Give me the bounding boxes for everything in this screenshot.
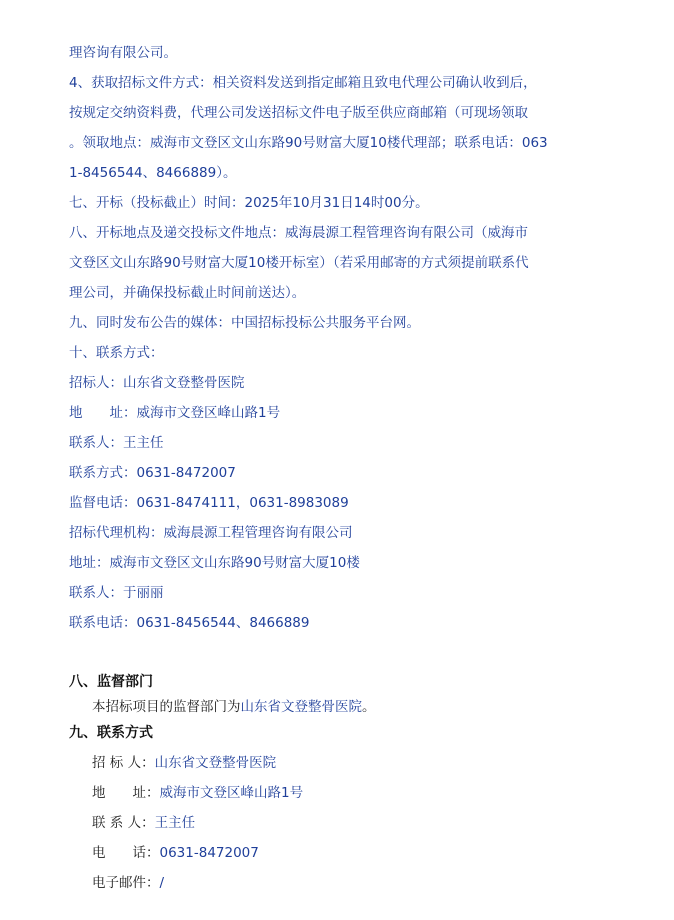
contact-row [92,874,632,892]
section-9-title: 九、联系方式 [69,725,153,741]
contact-label: 地 址： [92,785,160,801]
section-8-text-suffix: 。 [362,699,376,715]
contact-row [92,754,632,772]
section-8-title: 八、监督部门 [69,674,153,690]
doc-line: 按规定交纳资料费，代理公司发送招标文件电子版至供应商邮箱（可现场领取 [69,105,528,121]
contact-value: 威海市文登区峰山路1号 [159,785,304,801]
doc-line: 联系方式：0631-8472007 [69,465,236,481]
doc-line: 地址：威海市文登区文山东路90号财富大厦10楼 [69,555,360,571]
section-8-text-prefix: 本招标项目的监督部门为 [92,699,241,715]
contact-row [92,814,632,832]
doc-line: 。领取地点：威海市文登区文山东路90号财富大厦10楼代理部；联系电话：063 [69,135,548,151]
doc-line: 文登区文山东路90号财富大厦10楼开标室）（若采用邮寄的方式须提前联系代 [69,255,529,271]
doc-line: 招标代理机构：威海晨源工程管理咨询有限公司 [69,525,353,541]
doc-line: 七、开标（投标截止）时间：2025年10月31日14时00分。 [69,195,429,211]
contact-value: / [159,875,165,891]
contact-value: 0631-8472007 [159,845,259,861]
doc-line: 1-8456544、8466889）。 [69,165,237,181]
contact-value: 王主任 [154,815,196,831]
doc-line: 地 址：威海市文登区峰山路1号 [69,405,281,421]
section-8-text-value: 山东省文登整骨医院 [240,699,362,715]
doc-line: 联系人：于丽丽 [69,585,164,601]
contact-label: 电 话： [92,845,160,861]
contact-label: 招 标 人： [92,755,155,771]
doc-line: 九、同时发布公告的媒体：中国招标投标公共服务平台网。 [69,315,420,331]
contact-row [92,784,632,802]
contact-value: 山东省文登整骨医院 [154,755,277,771]
doc-line: 招标人：山东省文登整骨医院 [69,375,245,391]
doc-line: 联系人：王主任 [69,435,164,451]
section-8-text [92,698,632,716]
contact-row [92,844,632,862]
contact-label: 电子邮件： [92,875,160,891]
contact-label: 联 系 人： [92,815,155,831]
doc-line: 十、联系方式： [69,345,164,361]
doc-line: 监督电话：0631-8474111，0631-8983089 [69,495,349,511]
doc-line: 联系电话：0631-8456544、8466889 [69,615,310,631]
doc-line: 八、开标地点及递交投标文件地点：威海晨源工程管理咨询有限公司（威海市 [69,225,528,241]
doc-line: 理公司，并确保投标截止时间前送达）。 [69,285,306,301]
doc-line: 理咨询有限公司。 [69,45,177,61]
doc-line: 4、获取招标文件方式：相关资料发送到指定邮箱且致电代理公司确认收到后， [69,75,537,91]
